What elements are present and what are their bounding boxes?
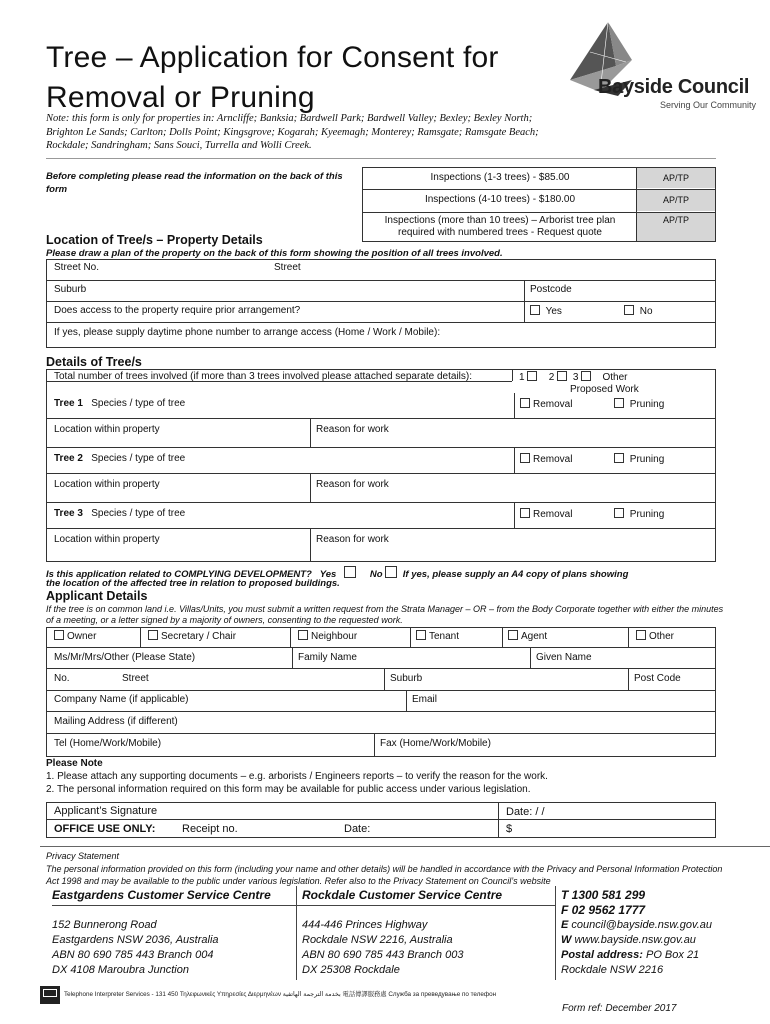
applicant-no-field[interactable]: No. (54, 673, 70, 684)
page-title: Tree – Application for Consent for Removal or Pruning (46, 41, 499, 114)
suburb-field[interactable]: Suburb (54, 284, 87, 295)
eastgardens-address: 152 Bunnerong Road Eastgardens NSW 2036, Australia ABN 80 690 785 443 Branch 004 DX 4108 Maroubra Junction (52, 919, 219, 976)
before-note: Before completing please read the information on the back of this form (46, 171, 343, 195)
role-neighbour-checkbox[interactable]: Neighbour (298, 630, 357, 643)
tel-field[interactable]: Tel (Home/Work/Mobile) (54, 738, 162, 749)
council-name: Bayside Council (598, 76, 750, 98)
tree-3-removal-checkbox[interactable]: Removal (520, 508, 572, 521)
applicant-postcode-field[interactable]: Post Code (634, 673, 681, 684)
council-phone: T 1300 581 299 F 02 9562 1777 (561, 888, 646, 917)
complying-line2: the location of the affected tree in relation to proposed buildings. (46, 578, 340, 589)
inspection-code: AP/TP (637, 213, 715, 241)
role-secretary-checkbox[interactable]: Secretary / Chair (148, 630, 236, 643)
mailing-address-field[interactable]: Mailing Address (if different) (54, 716, 178, 727)
tree-3-reason-field[interactable]: Reason for work (316, 534, 389, 545)
location-instruction: Please draw a plan of the property on the back of this form showing the position of all trees involved. (46, 248, 503, 259)
access-yes-checkbox[interactable]: Yes (530, 305, 562, 318)
company-field[interactable]: Company Name (if applicable) (54, 694, 189, 705)
access-question: Does access to the property require prior arrangement? (54, 305, 301, 316)
privacy-text: The personal information provided on this form (including your name and other details) will be handled in accordance with the Privacy and Personal Information Protection Act 1998 and may be available to the public under various legislation. Refer also to the Privacy Statement on Council’s website (46, 864, 723, 886)
street-no-field[interactable]: Street No. (54, 262, 100, 273)
interpreter-services: Telephone Interpreter Services - 131 450 Τηλεφωνικές Υπηρεσίες Διερμηνέων بخدمة الترجمة الهاتفية 電話傳譯服務處 Служба за преведување по телефон (64, 991, 497, 998)
tree-3-location-field[interactable]: Location within property (54, 534, 160, 545)
signature-field[interactable]: Applicant’s Signature (54, 805, 158, 817)
trees-heading: Details of Tree/s (46, 355, 142, 369)
role-tenant-checkbox[interactable]: Tenant (416, 630, 459, 643)
total-trees-options[interactable]: 1 2 3 Other (519, 372, 628, 383)
total-trees-question: Total number of trees involved (if more than 3 trees involved please attached separate details): (54, 371, 473, 382)
tree-3-species-field[interactable]: Tree 3 Species / type of tree (54, 508, 186, 519)
street-field[interactable]: Street (274, 262, 301, 273)
council-email-link[interactable]: council@bayside.nsw.gov.au (571, 919, 713, 931)
role-agent-checkbox[interactable]: Agent (508, 630, 547, 643)
inspection-code: AP/TP (637, 190, 715, 211)
postcode-field[interactable]: Postcode (530, 284, 572, 295)
please-note-item: 1. Please attach any supporting documents – e.g. arborists / Engineers reports – to verify the reason for the work. (46, 771, 548, 782)
tree-1-location-field[interactable]: Location within property (54, 424, 160, 435)
title-field[interactable]: Ms/Mr/Mrs/Other (Please State) (54, 652, 196, 663)
tree-2-reason-field[interactable]: Reason for work (316, 479, 389, 490)
signature-date-field[interactable]: Date: / / (506, 806, 545, 818)
please-note-heading: Please Note (46, 758, 103, 769)
applicant-heading: Applicant Details (46, 589, 148, 603)
proposed-work-label: Proposed Work (570, 384, 639, 395)
fax-field[interactable]: Fax (Home/Work/Mobile) (380, 738, 491, 749)
inspection-option-1: Inspections (1-3 trees) - $85.00 (430, 172, 570, 183)
please-note-item: 2. The personal information required on this form may be available for public access under various legislation. (46, 784, 531, 795)
email-field[interactable]: Email (412, 694, 438, 705)
applicant-instruction: If the tree is on common land i.e. Villas/Units, you must submit a written request from the Strata Manager – OR – from the Body Corporate together with either the minutes of a meeting, or a letter signed by a majority of owners, consenting to the requested work. (46, 604, 724, 625)
role-owner-checkbox[interactable]: Owner (54, 630, 96, 643)
applicant-street-field[interactable]: Street (122, 673, 149, 684)
council-contact: E council@bayside.nsw.gov.au W www.bayside.nsw.gov.au Postal address: PO Box 21 Rockdale NSW 2216 (561, 919, 713, 976)
interpreter-icon (40, 986, 60, 1004)
inspection-option-3: Inspections (more than 10 trees) – Arborist tree plan required with numbered trees - Request quote (384, 215, 616, 238)
role-other-checkbox[interactable]: Other (636, 630, 674, 643)
receipt-field[interactable]: Receipt no. (182, 823, 238, 835)
complying-question[interactable]: Is this application related to COMPLYING DEVELOPMENT? Yes No If yes, please supply an A4 copy of plans showing (46, 566, 628, 580)
access-no-checkbox[interactable]: No (624, 305, 653, 318)
tree-1-removal-checkbox[interactable]: Removal (520, 398, 572, 411)
tree-1-reason-field[interactable]: Reason for work (316, 424, 389, 435)
tree-2-species-field[interactable]: Tree 2 Species / type of tree (54, 453, 186, 464)
given-name-field[interactable]: Given Name (536, 652, 592, 663)
tree-2-removal-checkbox[interactable]: Removal (520, 453, 572, 466)
location-heading: Location of Tree/s – Property Details (46, 233, 263, 247)
tree-3-pruning-checkbox[interactable]: Pruning (614, 508, 664, 521)
inspection-code: AP/TP (637, 168, 715, 188)
tree-1-pruning-checkbox[interactable]: Pruning (614, 398, 664, 411)
council-web-link[interactable]: www.bayside.nsw.gov.au (574, 934, 696, 946)
applicant-suburb-field[interactable]: Suburb (390, 673, 423, 684)
access-phone-field[interactable]: If yes, please supply daytime phone number to arrange access (Home / Work / Mobile): (54, 327, 441, 338)
tree-2-pruning-checkbox[interactable]: Pruning (614, 453, 664, 466)
office-use-label: OFFICE USE ONLY: (54, 823, 156, 835)
council-tagline: Serving Our Community (660, 100, 757, 110)
tree-1-species-field[interactable]: Tree 1 Species / type of tree (54, 398, 186, 409)
family-name-field[interactable]: Family Name (298, 652, 357, 663)
amount-field[interactable]: $ (506, 823, 513, 835)
rockdale-centre-name: Rockdale Customer Service Centre (302, 888, 503, 902)
office-date-field[interactable]: Date: (344, 823, 371, 835)
eastgardens-centre-name: Eastgardens Customer Service Centre (52, 888, 271, 902)
inspection-option-2: Inspections (4-10 trees) - $180.00 (424, 194, 576, 205)
form-ref: Form ref: December 2017 (562, 1003, 677, 1014)
tree-2-location-field[interactable]: Location within property (54, 479, 160, 490)
privacy-heading: Privacy Statement (46, 851, 120, 861)
rockdale-address: 444-446 Princes Highway Rockdale NSW 2216, Australia ABN 80 690 785 443 Branch 003 DX 25308 Rockdale (302, 919, 464, 976)
divider (46, 158, 716, 159)
note-text: Note: this form is only for properties in: Arncliffe; Banksia; Bardwell Park; Bardwell Valley; Bexley; Bexley North; Brighton Le Sands; Carlton; Dolls Point; Kingsgrove; Kogarah; Kyeemagh; Monterey; Ramsgate; Ramsgate Beach; Rockdale; Sandringham; Sans Souci, Turrella and Wolli Creek. (46, 113, 539, 151)
